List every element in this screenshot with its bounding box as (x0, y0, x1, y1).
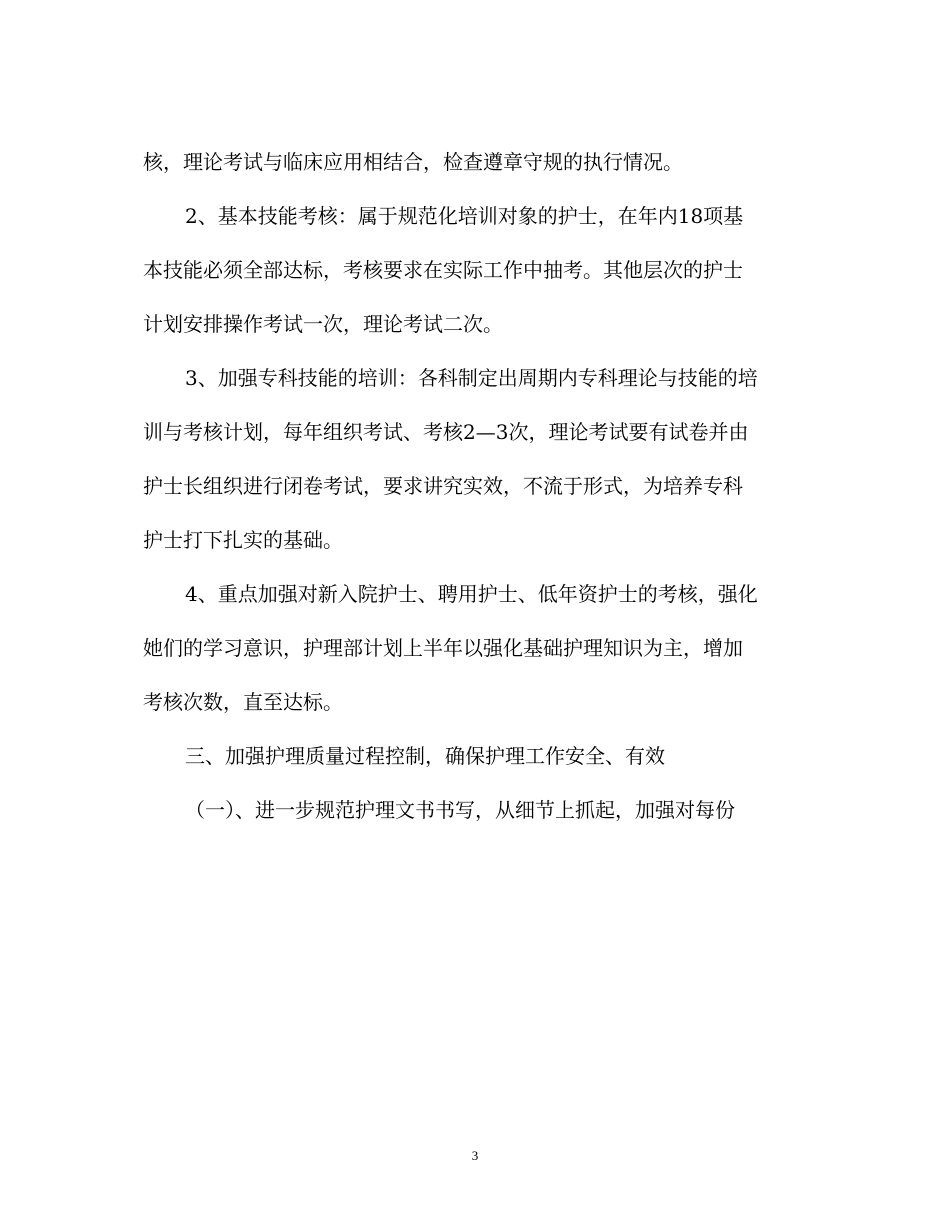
page-number: 3 (471, 1148, 479, 1163)
text-line: 本技能必须全部达标，考核要求在实际工作中抽考。其他层次的护士 (143, 258, 743, 282)
text-line: 2、基本技能考核：属于规范化培训对象的护士，在年内18项基 (185, 204, 744, 228)
section-heading: 三、加强护理质量过程控制，确保护理工作安全、有效 (185, 744, 665, 768)
text-line: 4、重点加强对新入院护士、聘用护士、低年资护士的考核，强化 (185, 582, 758, 606)
text-line: 核，理论考试与临床应用相结合，检查遵章守规的执行情况。 (143, 150, 683, 174)
text-line: 护士打下扎实的基础。 (143, 528, 343, 552)
text-line: 护士长组织进行闭卷考试，要求讲究实效，不流于形式，为培养专科 (143, 474, 743, 498)
text-line: 她们的学习意识，护理部计划上半年以强化基础护理知识为主，增加 (143, 636, 743, 660)
text-line: （一）、进一步规范护理文书书写，从细节上抓起，加强对每份 (185, 798, 735, 822)
text-line: 计划安排操作考试一次，理论考试二次。 (143, 312, 503, 336)
text-line: 考核次数，直至达标。 (143, 690, 343, 714)
text-line: 训与考核计划，每年组织考试、考核2—3次，理论考试要有试卷并由 (143, 420, 749, 444)
text-line: 3、加强专科技能的培训：各科制定出周期内专科理论与技能的培 (185, 366, 758, 390)
document-body (143, 135, 813, 837)
